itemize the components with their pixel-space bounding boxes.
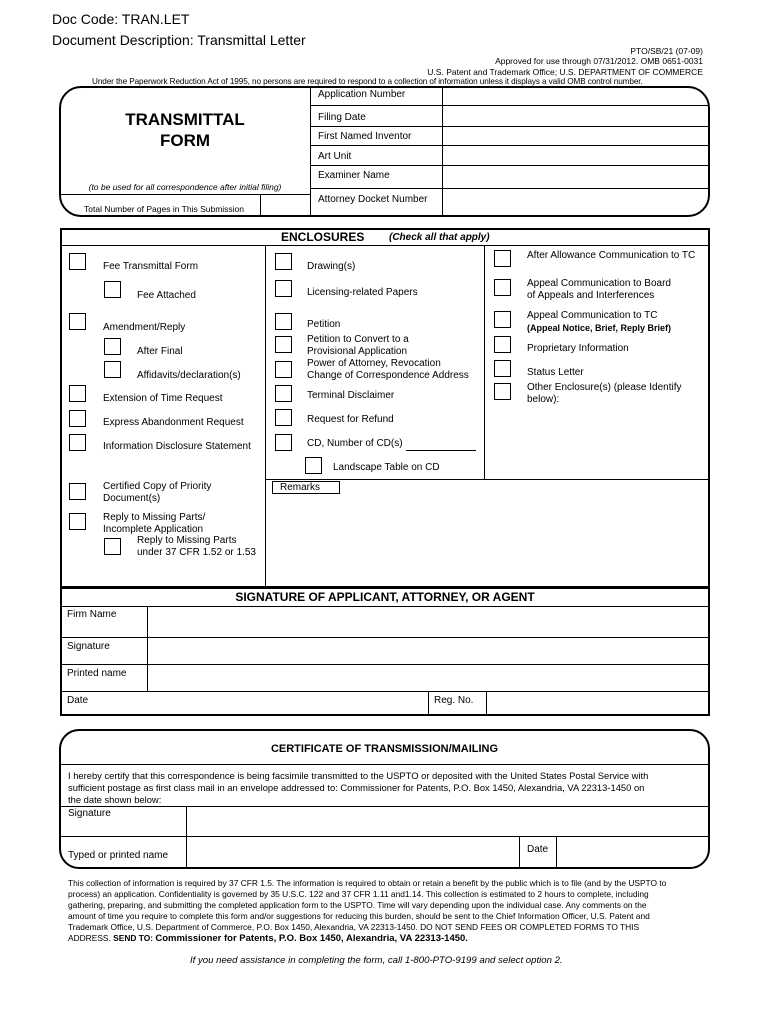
terminal-disclaimer-checkbox[interactable] <box>275 385 292 402</box>
after-allowance-label: After Allowance Communication to TC <box>527 250 696 261</box>
drawings-checkbox[interactable] <box>275 253 292 270</box>
uspto-agency: U.S. Patent and Trademark Office; U.S. DEPARTMENT OF COMMERCE <box>427 67 703 77</box>
other-enclosure-label-2: below): <box>527 394 560 405</box>
firm-name-input[interactable] <box>148 607 708 637</box>
cert-signature-label: Signature <box>68 808 111 819</box>
power-of-attorney-label-2: Change of Correspondence Address <box>307 370 469 381</box>
divider <box>428 691 429 715</box>
divider <box>484 245 485 479</box>
express-abandonment-label: Express Abandonment Request <box>103 417 244 428</box>
drawings-label: Drawing(s) <box>307 261 356 272</box>
reply-missing-parts-label-1: Reply to Missing Parts/ <box>103 512 206 523</box>
paperwork-notice: Under the Paperwork Reduction Act of 1995, no persons are required to respond to a collection of information unless it displays a valid OMB control number. <box>92 77 643 86</box>
form-usage-note: (to be used for all correspondence after initial filing) <box>88 182 282 192</box>
art-unit-input[interactable] <box>443 146 707 165</box>
petition-convert-label-1: Petition to Convert to a <box>307 334 409 345</box>
footer-line-3: gathering, preparing, and submitting the completed application form to the USPTO. Time will vary depending upon the individual case. Any comments on the <box>68 900 647 910</box>
date-label: Date <box>67 695 89 706</box>
after-allowance-checkbox[interactable] <box>494 250 511 267</box>
footer-commissioner-address: Commissioner for Patents, P.O. Box 1450, Alexandria, VA 22313-1450. <box>155 933 468 944</box>
total-pages-input[interactable] <box>261 195 310 215</box>
divider <box>61 245 708 246</box>
printed-name-label: Printed name <box>67 668 127 679</box>
certified-copy-checkbox[interactable] <box>69 483 86 500</box>
attorney-docket-input[interactable] <box>443 189 693 216</box>
reply-cfr-label-2: under 37 CFR 1.52 or 1.53 <box>137 547 256 558</box>
remarks-input[interactable] <box>266 496 707 586</box>
certificate-text-1: I hereby certify that this correspondence is being facsimile transmitted to the USPTO or deposited with the United States Postal Service with <box>68 770 649 781</box>
refund-request-label: Request for Refund <box>307 414 394 425</box>
extension-of-time-checkbox[interactable] <box>69 385 86 402</box>
appeal-board-label-1: Appeal Communication to Board <box>527 278 671 289</box>
refund-request-checkbox[interactable] <box>275 409 292 426</box>
certified-copy-label-2: Document(s) <box>103 493 161 504</box>
extension-of-time-label: Extension of Time Request <box>103 393 223 404</box>
proprietary-info-label: Proprietary Information <box>527 343 629 354</box>
ids-checkbox[interactable] <box>69 434 86 451</box>
firm-name-label: Firm Name <box>67 609 117 620</box>
application-number-input[interactable] <box>443 88 693 105</box>
divider <box>519 836 520 867</box>
affidavits-checkbox[interactable] <box>104 361 121 378</box>
appeal-board-label-2: of Appeals and Interferences <box>527 290 655 301</box>
pto-form-number: PTO/SB/21 (07-09) <box>630 46 703 56</box>
petition-checkbox[interactable] <box>275 313 292 330</box>
ids-label: Information Disclosure Statement <box>103 441 251 452</box>
printed-name-input[interactable] <box>148 665 708 691</box>
signature-label: Signature <box>67 641 110 652</box>
power-of-attorney-checkbox[interactable] <box>275 361 292 378</box>
certified-copy-label-1: Certified Copy of Priority <box>103 481 212 492</box>
cert-signature-input[interactable] <box>187 807 708 836</box>
form-title-line2: FORM <box>159 131 211 150</box>
remarks-label: Remarks <box>280 482 321 493</box>
petition-label: Petition <box>307 319 341 330</box>
certificate-title: CERTIFICATE OF TRANSMISSION/MAILING <box>270 743 499 755</box>
application-number-label: Application Number <box>318 89 406 100</box>
attorney-docket-label: Attorney Docket Number <box>318 194 428 205</box>
cd-label: CD, Number of CD(s) <box>307 438 403 449</box>
form-title-line1: TRANSMITTAL <box>125 110 245 129</box>
examiner-name-label: Examiner Name <box>318 170 390 181</box>
doc-description: Document Description: Transmittal Letter <box>52 32 306 48</box>
appeal-tc-checkbox[interactable] <box>494 311 511 328</box>
affidavits-label: Affidavits/declaration(s) <box>137 370 241 381</box>
date-input[interactable] <box>148 692 428 715</box>
fee-transmittal-checkbox[interactable] <box>69 253 86 270</box>
reply-cfr-label-1: Reply to Missing Parts <box>137 535 237 546</box>
assistance-note: If you need assistance in completing the form, call 1-800-PTO-9199 and select option 2. <box>190 955 563 966</box>
amendment-reply-label: Amendment/Reply <box>103 322 186 333</box>
reply-missing-parts-checkbox[interactable] <box>69 513 86 530</box>
cert-typed-name-input[interactable] <box>187 837 519 866</box>
amendment-reply-checkbox[interactable] <box>69 313 86 330</box>
footer-line-6 <box>68 933 468 944</box>
after-final-checkbox[interactable] <box>104 338 121 355</box>
footer-address-word: ADDRESS. <box>68 933 111 943</box>
cert-date-input[interactable] <box>557 837 697 866</box>
examiner-name-input[interactable] <box>443 166 707 188</box>
footer-line-2: process) an application. Confidentiality is governed by 35 U.S.C. 122 and 37 CFR 1.11 and1.14. This collection is estimated to 2 hours to complete, including <box>68 889 649 899</box>
cert-date-label: Date <box>527 844 549 855</box>
cert-typed-name-label: Typed or printed name <box>68 850 169 861</box>
fee-transmittal-label: Fee Transmittal Form <box>103 261 199 272</box>
certificate-text-3: the date shown below: <box>68 794 162 805</box>
divider <box>61 764 708 765</box>
appeal-tc-label-2: (Appeal Notice, Brief, Reply Brief) <box>527 323 672 333</box>
omb-approval: Approved for use through 07/31/2012. OMB 0651-0031 <box>495 56 703 66</box>
footer-send-to: SEND TO: <box>113 933 154 943</box>
first-named-inventor-input[interactable] <box>443 127 707 145</box>
check-all-note: (Check all that apply) <box>389 232 490 243</box>
reg-no-input[interactable] <box>487 692 708 715</box>
appeal-tc-label-1: Appeal Communication to TC <box>527 310 658 321</box>
signature-input[interactable] <box>148 638 708 664</box>
other-enclosure-label-1: Other Enclosure(s) (please Identify <box>527 382 682 393</box>
licensing-papers-label: Licensing-related Papers <box>307 287 418 298</box>
after-final-label: After Final <box>137 346 183 357</box>
power-of-attorney-label-1: Power of Attorney, Revocation <box>307 358 441 369</box>
filing-date-label: Filing Date <box>318 112 366 123</box>
first-named-inventor-label: First Named Inventor <box>318 131 412 142</box>
landscape-table-label: Landscape Table on CD <box>333 462 440 473</box>
footer-line-5: Trademark Office, U.S. Department of Commerce, P.O. Box 1450, Alexandria, VA 22313-1450. DO NOT SEND FEES OR COMPLETED FORMS TO THIS <box>68 922 640 932</box>
reply-cfr-checkbox[interactable] <box>104 538 121 555</box>
cd-checkbox[interactable] <box>275 434 292 451</box>
status-letter-label: Status Letter <box>527 367 584 378</box>
filing-date-input[interactable] <box>443 106 705 126</box>
enclosures-title: ENCLOSURES <box>281 230 365 244</box>
landscape-table-checkbox[interactable] <box>305 457 322 474</box>
other-enclosure-checkbox[interactable] <box>494 383 511 400</box>
divider <box>266 479 708 480</box>
footer-line-4: amount of time you require to complete this form and/or suggestions for reducing this burden, should be sent to the Chief Information Officer, U.S. Patent and <box>68 911 650 921</box>
appeal-board-checkbox[interactable] <box>494 279 511 296</box>
signature-title: SIGNATURE OF APPLICANT, ATTORNEY, OR AGENT <box>235 590 535 604</box>
fee-attached-label: Fee Attached <box>137 290 196 301</box>
licensing-papers-checkbox[interactable] <box>275 280 292 297</box>
fee-attached-checkbox[interactable] <box>104 281 121 298</box>
art-unit-label: Art Unit <box>318 151 352 162</box>
cd-count-input[interactable] <box>406 450 476 451</box>
reply-missing-parts-label-2: Incomplete Application <box>103 524 204 535</box>
total-pages-label: Total Number of Pages in This Submission <box>84 204 245 214</box>
petition-convert-checkbox[interactable] <box>275 336 292 353</box>
petition-convert-label-2: Provisional Application <box>307 346 408 357</box>
doc-code: Doc Code: TRAN.LET <box>52 11 190 27</box>
proprietary-info-checkbox[interactable] <box>494 336 511 353</box>
terminal-disclaimer-label: Terminal Disclaimer <box>307 390 395 401</box>
footer-line-1: This collection of information is required by 37 CFR 1.5. The information is required to obtain or retain a benefit by the public which is to file (and by the USPTO to <box>68 878 667 888</box>
status-letter-checkbox[interactable] <box>494 360 511 377</box>
express-abandonment-checkbox[interactable] <box>69 410 86 427</box>
certificate-text-2: sufficient postage as first class mail in an envelope addressed to: Commissioner for Patents, P.O. Box 1450, Alexandria, VA 22313-1450 on <box>68 782 645 793</box>
reg-no-label: Reg. No. <box>434 695 474 706</box>
